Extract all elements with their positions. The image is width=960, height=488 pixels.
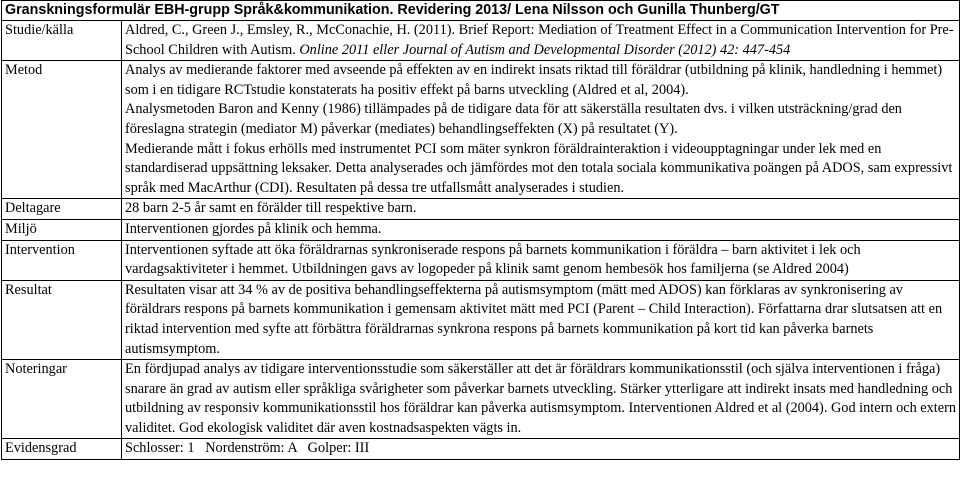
row-method xyxy=(2,61,960,199)
method-paragraph-1: Analys av medierande faktorer med avseende på effekten av en indirekt insats riktad till föräldrar (utbildning på klinik, handledning i hemmet) som i en tidigare RCTstudie konstaterats ha positiv effekt på barns utveckling (Aldred et al, 2004). xyxy=(125,62,943,98)
row-evidence xyxy=(2,439,960,460)
content-notes: En fördjupad analys av tidigare interventionsstudie som säkerställer att det är föräldrars kommunikationsstil (och själva interventionen i fråga) snarare än grad av autism eller språkliga svårigheter som påverkar barnets utveckling. Stärker ytterligare att indirekt insats med handledning och utbildning av responsiv kommunikationsstil hos föräldrar kan påverka autismsymptom. Interventionen Aldred et al (2004). God intern och extern validitet. God ekologisk validitet där aven kostnadsaspekten vägts in. xyxy=(122,360,960,439)
label-intervention: Intervention xyxy=(2,240,122,280)
label-method: Metod xyxy=(2,61,122,199)
content-source xyxy=(122,21,960,61)
content-participants: 28 barn 2-5 år samt en förälder till respektive barn. xyxy=(122,199,960,220)
label-evidence: Evidensgrad xyxy=(2,439,122,460)
content-method xyxy=(122,61,960,199)
content-intervention: Interventionen syftade att öka föräldrarnas synkroniserade respons på barnets kommunikation i föräldra – barn aktivitet i lek och vardagsaktiviteter i hemmet. Utbildningen gavs av logopeder på klinik samt genom hembesök hos familjerna (se Aldred 2004) xyxy=(122,240,960,280)
content-evidence: Schlosser: 1 Nordenström: A Golper: III xyxy=(122,439,960,460)
row-result xyxy=(2,280,960,359)
row-notes xyxy=(2,360,960,439)
row-setting xyxy=(2,219,960,240)
method-paragraph-2: Analysmetoden Baron and Kenny (1986) tillämpades på de tidigare data för att säkerställa resultaten dvs. i vilken utsträckning/grad den föreslagna strategin (mediator M) påverkar (mediates) behandlingseffekten (X) på resultatet (Y). xyxy=(125,101,902,137)
review-form-table xyxy=(1,0,960,460)
label-notes: Noteringar xyxy=(2,360,122,439)
label-result: Resultat xyxy=(2,280,122,359)
source-citation: Aldred, C., Green J., Emsley, R., McConachie, H. (2011). Brief Report: Mediation of Treatment Effect in a Communication Intervention for Pre-School Children with Autism. xyxy=(125,22,954,58)
header-row xyxy=(2,1,960,21)
content-result: Resultaten visar att 34 % av de positiva behandlingseffekterna på autismsymptom (mätt med ADOS) kan förklaras av synkronisering av föräldrars respons på barnets kommunikation i gemensam aktivitet mätt med PCI (Parent – Child Interaction). Författarna drar slutsatsen att en riktad intervention med syfte att förbättra föräldrarnas synkrona respons på barnets kommunikation på kort tid kan påverka barnets autismsymptom. xyxy=(122,280,960,359)
source-journal: Online 2011 eller Journal of Autism and Developmental Disorder (2012) 42: 447-454 xyxy=(299,41,791,58)
label-setting: Miljö xyxy=(2,219,122,240)
label-source: Studie/källa xyxy=(2,21,122,61)
row-intervention xyxy=(2,240,960,280)
method-paragraph-3: Medierande mått i fokus erhölls med instrumentet PCI som mäter synkron föräldrainteraktion i videoupptagningar under lek med en standardiserad uppsättning leksaker. Detta analyserades och jämfördes mot den totala sociala kommunikativa poängen på ADOS, sam expressivt språk med MacArthur (CDI). Resultaten på dessa tre utfallsmått analyserades i studien. xyxy=(125,140,953,196)
label-participants: Deltagare xyxy=(2,199,122,220)
row-source xyxy=(2,21,960,61)
content-setting: Interventionen gjordes på klinik och hemma. xyxy=(122,219,960,240)
form-title: Granskningsformulär EBH-grupp Språk&kommunikation. Revidering 2013/ Lena Nilsson och Gunilla Thunberg/GT xyxy=(2,1,960,21)
row-participants xyxy=(2,199,960,220)
